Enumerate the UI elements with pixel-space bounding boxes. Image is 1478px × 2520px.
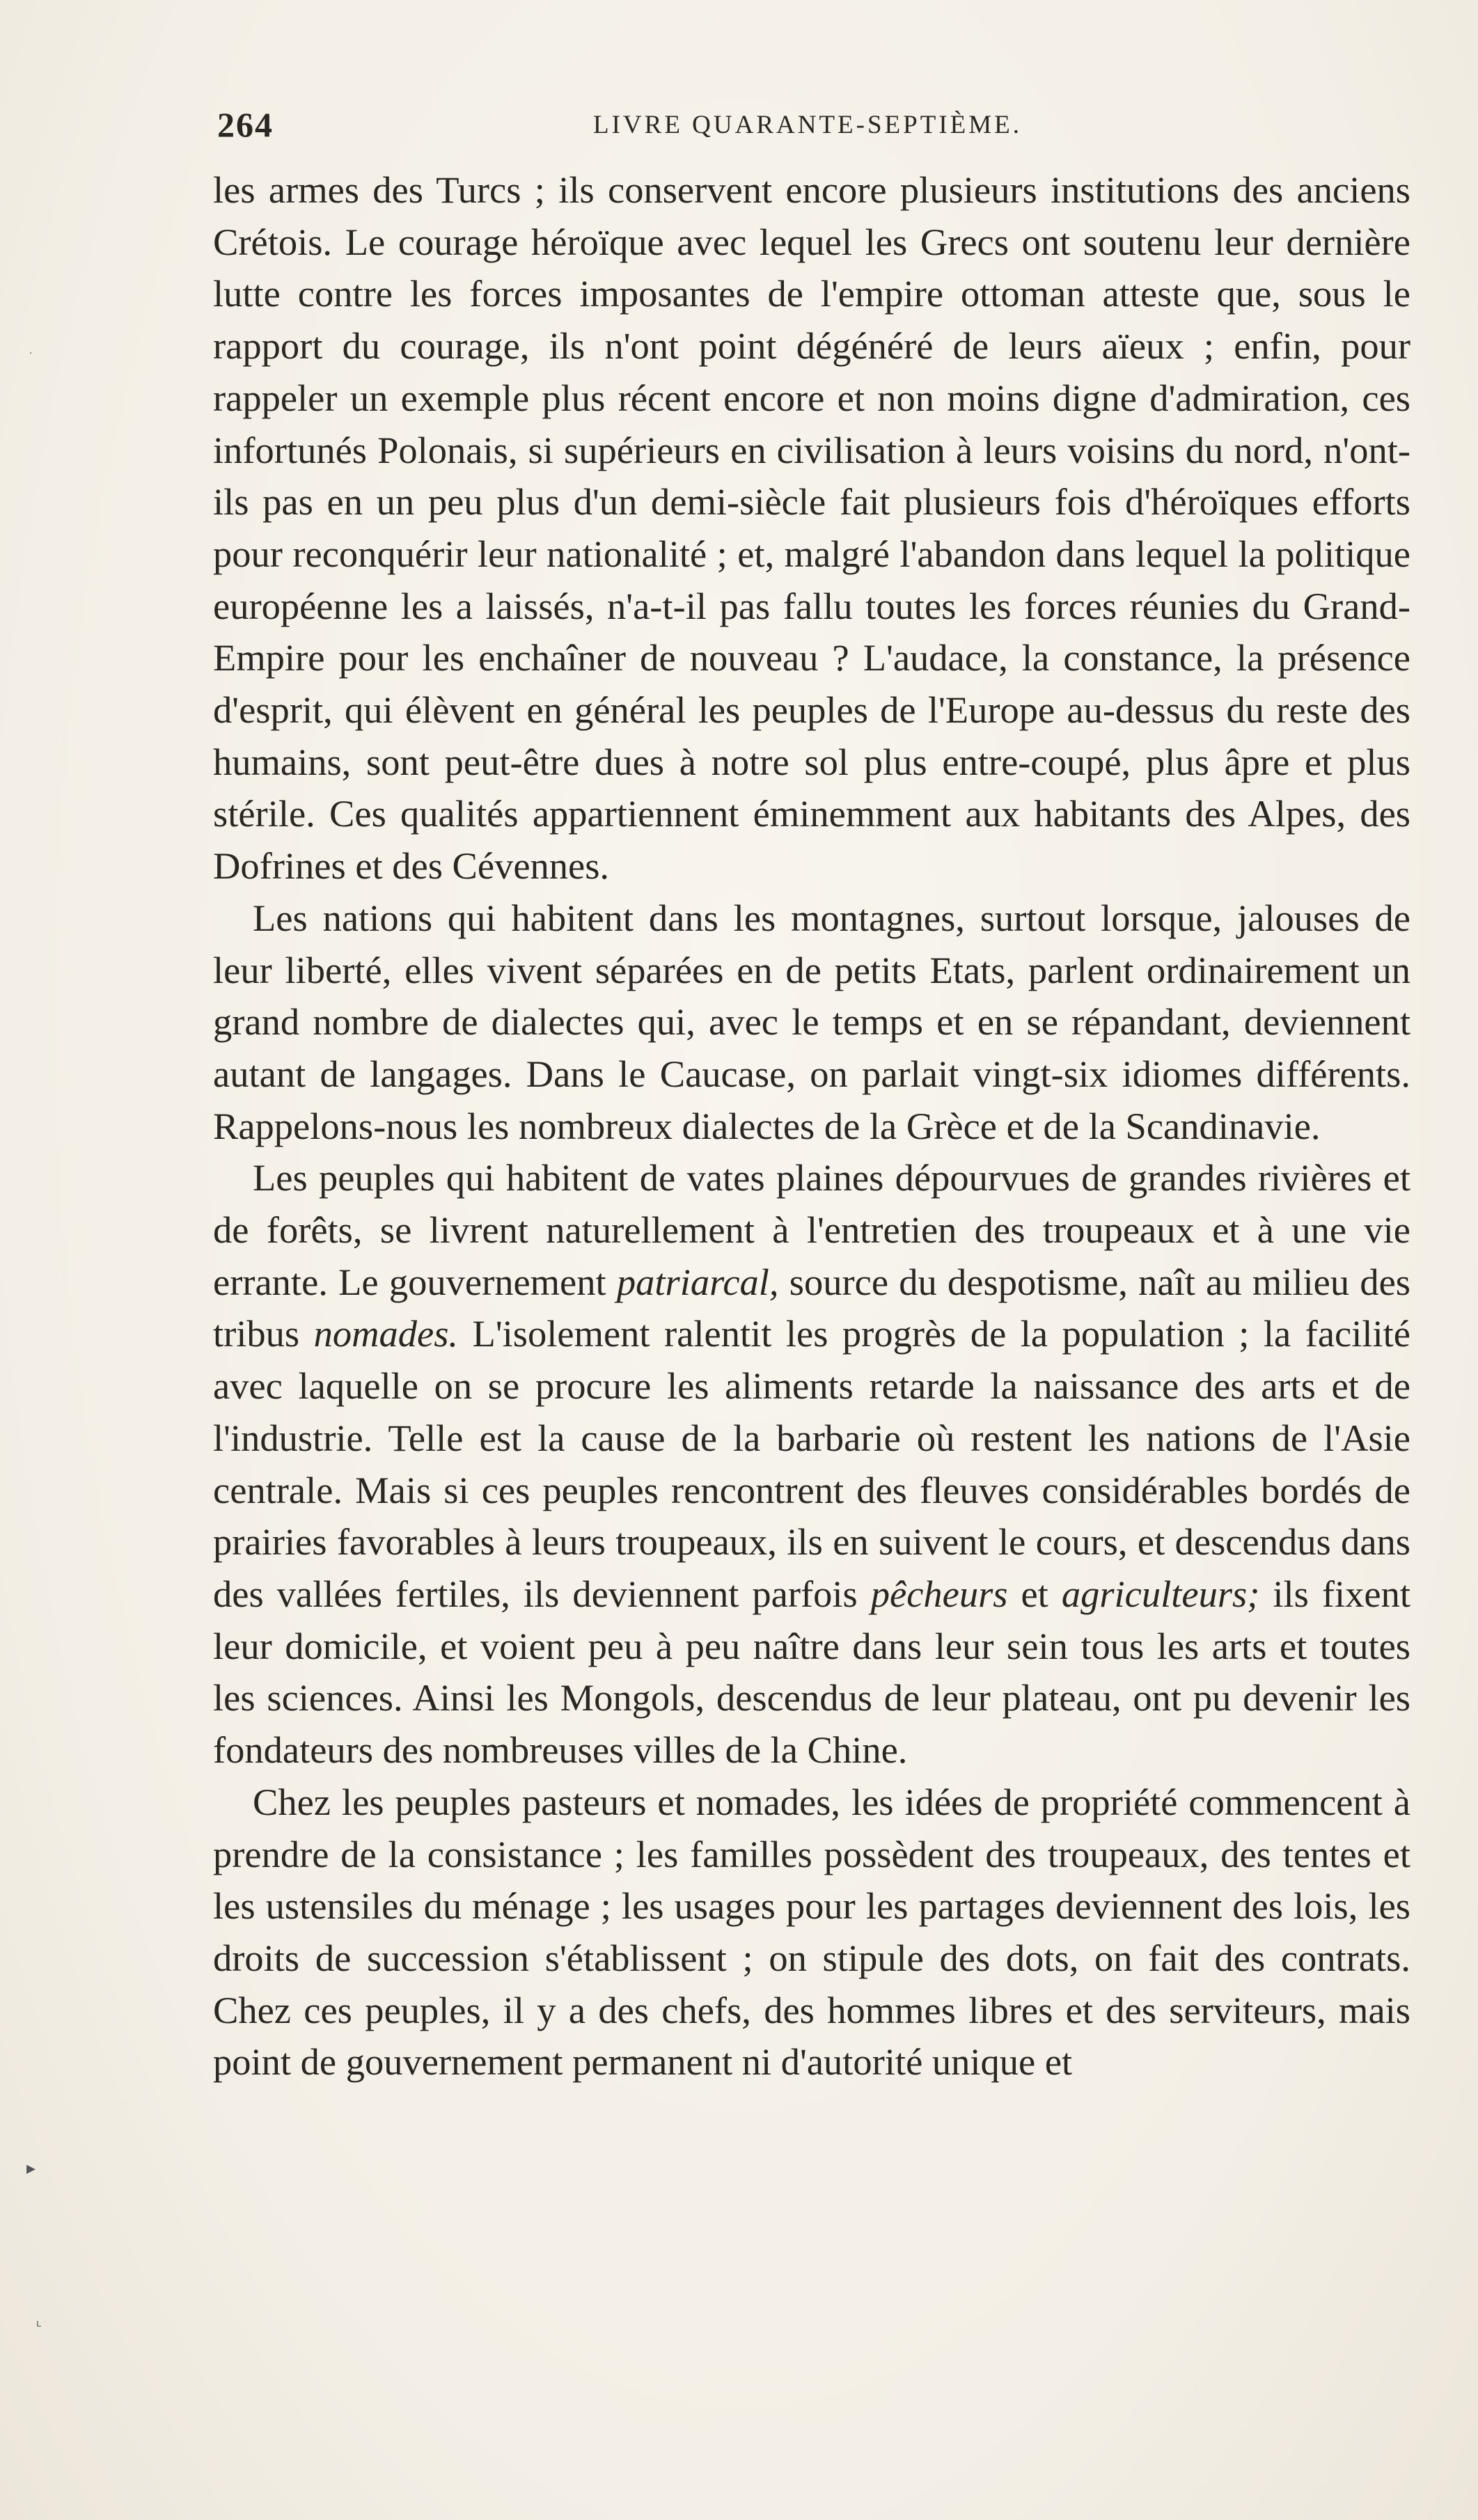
paragraph-text: Les nations qui habitent dans les montagnes, surtout lorsque, jalouses de leur liberté, elles vivent séparées en de petits Etats, parlent ordinairement un grand nombre de dialectes qui, avec le temps et en se répandant, deviennent autant de langages. Dans le Caucase, on parlait vingt-six idiomes différents. Rappelons-nous les nombreux dialectes de la Grèce et de la Scandinavie. — [213, 896, 1410, 1147]
page-number: 264 — [217, 105, 274, 144]
paragraph — [213, 892, 1410, 1153]
paragraph-text: Les peuples qui habitent de vates plaines dépourvues de grandes rivières et de forêts, se livrent naturellement à l'entretien des troupeaux et à une vie errante. Le gouvernement — [213, 1156, 1410, 1303]
paragraph — [213, 1777, 1410, 2088]
paragraph — [213, 1152, 1410, 1776]
running-head: LIVRE QUARANTE-SEPTIÈME. — [593, 111, 1023, 139]
italic-term: pêcheurs — [870, 1572, 1008, 1615]
paragraph-text: Chez les peuples pasteurs et nomades, les idées de propriété commencent à prendre de la consistance ; les familles possèdent des troupeaux, des tentes et les ustensiles du ménage ; les usages pour les partages deviennent des lois, les droits de succession s'établissent ; on stipule des dots, on fait des contrats. Chez ces peuples, il y a des chefs, des hommes libres et des serviteurs, mais point de gouvernement permanent ni d'autorité unique et — [213, 1780, 1410, 2084]
scan-speck: ʟ — [36, 2318, 42, 2329]
paragraph — [213, 164, 1410, 892]
italic-term: patriarcal, — [616, 1260, 779, 1303]
paragraph-text: L'isolement ralentit les progrès de la population ; la facilité avec laquelle on se procure les aliments retarde la naissance des arts et de l'industrie. Telle est la cause de la barbarie où restent les nations de l'Asie centrale. Mais si ces peuples rencontrent des fleuves considérables bordés de prairies favorables à leurs troupeaux, ils en suivent le cours, et descendus dans des vallées fertiles, ils deviennent parfois — [213, 1312, 1410, 1615]
margin-mark: ▸ — [26, 2158, 36, 2179]
paragraph-text: ils fixent leur domicile, et voient peu à peu naître dans leur sein tous les arts et toutes les sciences. Ainsi les Mongols, descendus de leur plateau, ont pu devenir les fondateurs des nombreuses villes de la Chine. — [213, 1572, 1410, 1772]
page-header — [217, 104, 1406, 153]
paragraph-text: source du despotisme, naît au milieu des tribus — [213, 1260, 1410, 1355]
italic-term: agriculteurs; — [1061, 1572, 1260, 1615]
scan-speck: · — [29, 348, 33, 359]
paragraph-text: et — [1007, 1572, 1062, 1615]
italic-term: nomades. — [313, 1312, 459, 1355]
paragraph-text: les armes des Turcs ; ils conservent encore plusieurs institutions des anciens Crétois. Le courage héroïque avec lequel les Grecs ont soutenu leur dernière lutte contre les forces imposantes de l'empire ottoman atteste que, sous le rapport du courage, ils n'ont point dégénéré de leurs aïeux ; enfin, pour rappeler un exemple plus récent encore et non moins digne d'admiration, ces infortunés Polonais, si supérieurs en civilisation à leurs voisins du nord, n'ont-ils pas en un peu plus d'un demi-siècle fait plusieurs fois d'héroïques efforts pour reconquérir leur nationalité ; et, malgré l'abandon dans lequel la politique européenne les a laissés, n'a-t-il pas fallu toutes les forces réunies du Grand-Empire pour les enchaîner de nouveau ? L'audace, la constance, la présence d'esprit, qui élèvent en général les peuples de l'Europe au-dessus du reste des humains, sont peut-être dues à notre sol plus entre-coupé, plus âpre et plus stérile. Ces qualités appartiennent éminemment aux habitants des Alpes, des Dofrines et des Cévennes. — [213, 168, 1410, 888]
body-text — [213, 164, 1410, 2088]
